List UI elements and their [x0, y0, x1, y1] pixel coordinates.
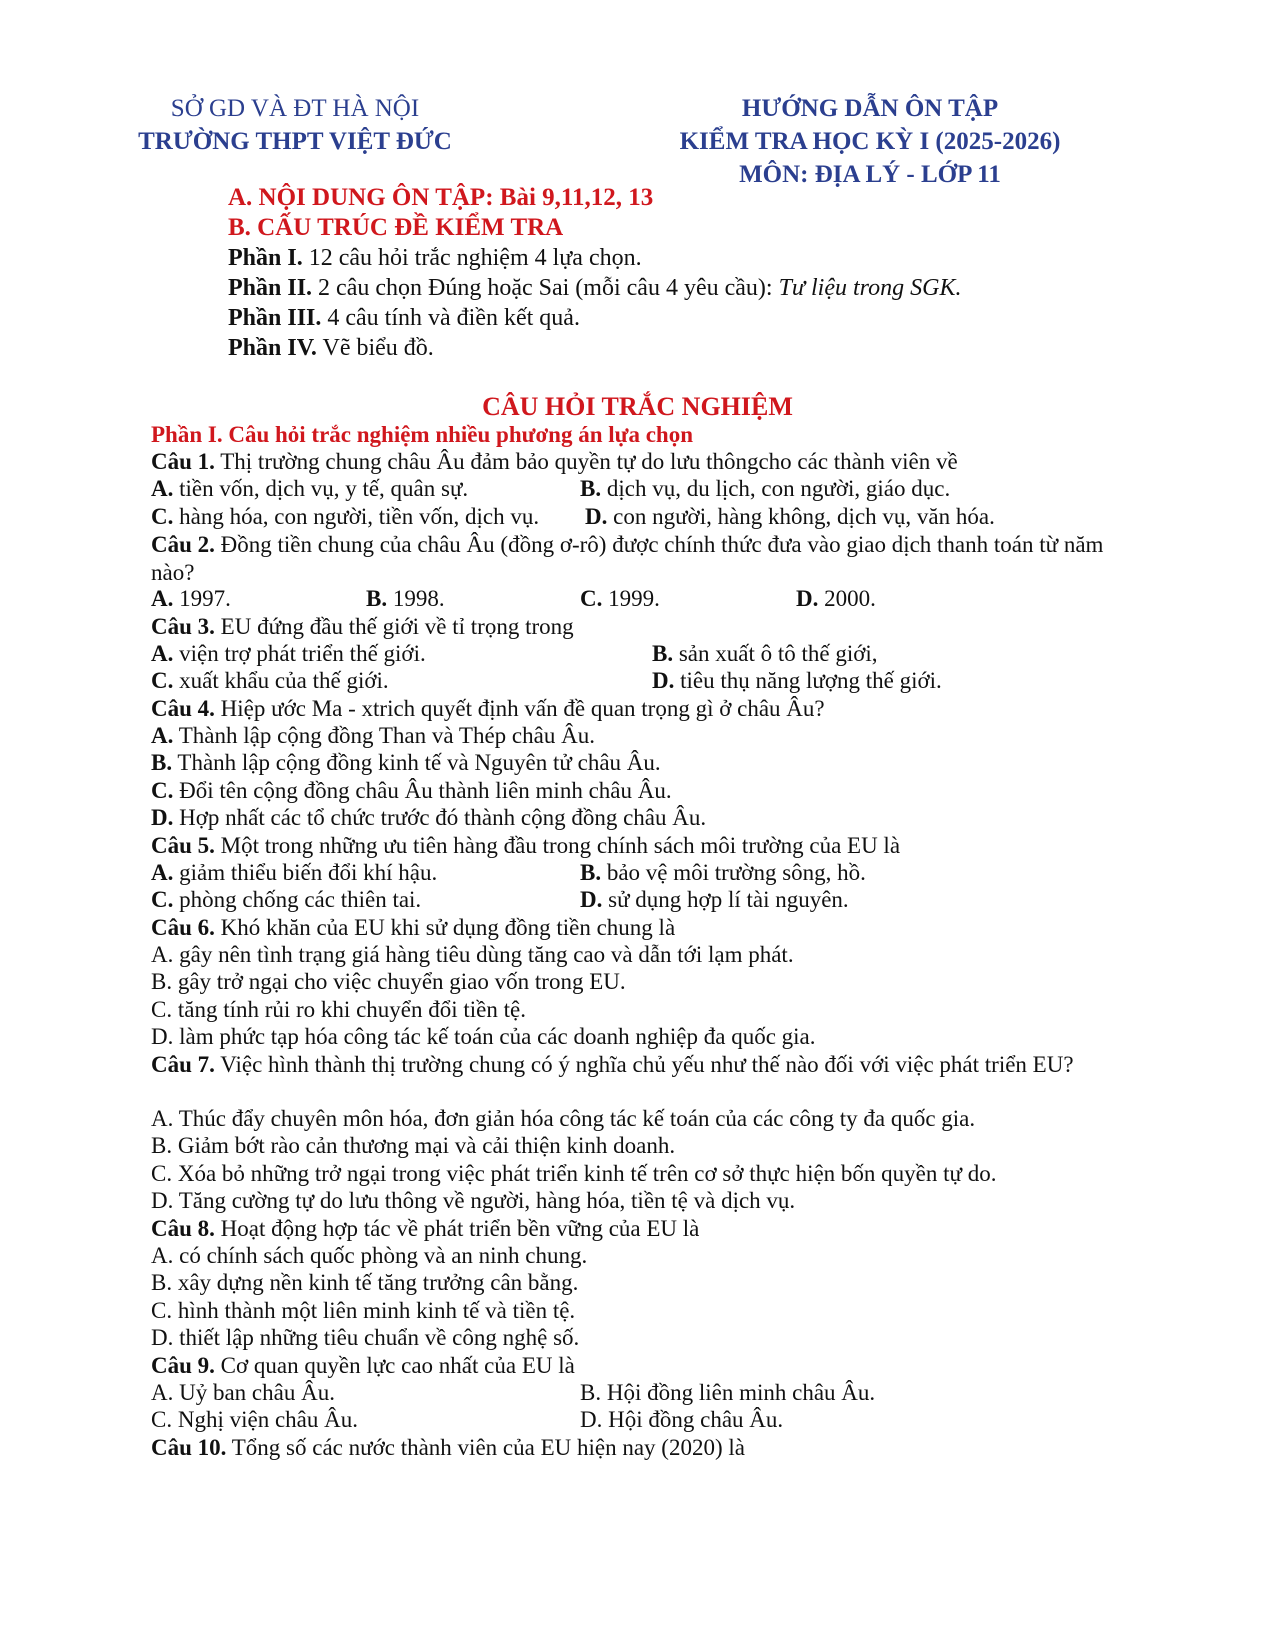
option-letter: D. — [652, 668, 675, 693]
option-text: hàng hóa, con người, tiền vốn, dịch vụ. — [173, 504, 540, 529]
option-d: D. làm phức tạp hóa công tác kế toán của các doanh nghiệp đa quốc gia. — [151, 1024, 816, 1049]
option-a: A. gây nên tình trạng giá hàng tiêu dùng tăng cao và dẫn tới lạm phát. — [151, 942, 794, 967]
option-c: C. Nghị viện châu Âu. — [151, 1407, 358, 1432]
option-text: dịch vụ, du lịch, con người, giáo dục. — [601, 476, 951, 501]
option-c — [151, 778, 672, 804]
option-letter: D. — [796, 586, 819, 611]
option-a: A. Thúc đẩy chuyên môn hóa, đơn giản hóa công tác kế toán của các công ty đa quốc gia. — [151, 1106, 976, 1131]
question-8 — [151, 1215, 1141, 1243]
option-c — [151, 504, 539, 530]
option-text: tiêu thụ năng lượng thế giới. — [674, 668, 942, 693]
option-letter: C. — [151, 668, 174, 693]
option-text: 2000. — [818, 586, 876, 611]
option-d — [652, 668, 942, 694]
question-label: Câu 4. — [151, 696, 215, 721]
question-label: Câu 7. — [151, 1052, 215, 1077]
option-d: D. thiết lập những tiêu chuẩn về công nghệ số. — [151, 1325, 580, 1350]
option-text: 1999. — [602, 586, 660, 611]
option-letter: B. — [151, 750, 173, 775]
question-10 — [151, 1434, 1141, 1462]
option-a: A. có chính sách quốc phòng và an ninh chung. — [151, 1243, 588, 1268]
option-c: C. Xóa bỏ những trở ngại trong việc phát triển kinh tế trên cơ sở thực hiện bốn quyền tự do. — [151, 1161, 997, 1186]
option-letter: C. — [151, 778, 174, 803]
option-letter: A. — [151, 860, 174, 885]
question-7 — [151, 1051, 1141, 1079]
option-letter: C. — [151, 887, 174, 912]
question-label: Câu 5. — [151, 833, 215, 858]
option-letter: D. — [151, 805, 174, 830]
question-text: EU đứng đầu thế giới về tỉ trọng trong — [214, 614, 574, 639]
option-a — [151, 476, 468, 502]
option-letter: B. — [366, 586, 388, 611]
part-note: Tư liệu trong SGK. — [778, 275, 962, 301]
option-text: Thành lập cộng đồng kinh tế và Nguyên tử châu Âu. — [172, 750, 661, 775]
option-c: C. tăng tính rủi ro khi chuyển đổi tiền tệ. — [151, 997, 526, 1022]
option-letter: A. — [151, 723, 174, 748]
option-c — [580, 586, 660, 612]
option-text: viện trợ phát triển thế giới. — [173, 641, 426, 666]
section-b-heading: B. CẤU TRÚC ĐỀ KIỂM TRA — [228, 214, 564, 241]
option-letter: D. — [585, 504, 608, 529]
subject-title: MÔN: ĐỊA LÝ - LỚP 11 — [739, 161, 1001, 188]
question-text: Việc hình thành thị trường chung có ý nghĩa chủ yếu như thế nào đối với việc phát triển EU? — [214, 1052, 1074, 1077]
structure-part-1 — [228, 245, 642, 272]
option-text: 1997. — [173, 586, 231, 611]
option-letter: B. — [652, 641, 674, 666]
question-2 — [151, 531, 1141, 587]
department-name: SỞ GD VÀ ĐT HÀ NỘI — [170, 95, 420, 122]
option-text: Thành lập cộng đồng Than và Thép châu Âu. — [173, 723, 595, 748]
part-text: 4 câu tính và điền kết quả. — [321, 305, 580, 331]
exam-title: KIỂM TRA HỌC KỲ I (2025-2026) — [679, 128, 1061, 155]
option-letter: C. — [151, 504, 174, 529]
option-text: sản xuất ô tô thế giới, — [673, 641, 878, 666]
option-b — [580, 476, 950, 502]
option-text: tiền vốn, dịch vụ, y tế, quân sự. — [173, 476, 469, 501]
question-1 — [151, 448, 1141, 476]
part-label: Phần II. — [228, 275, 313, 301]
part-label: Phần I. — [228, 245, 303, 271]
option-text: 1998. — [387, 586, 445, 611]
part1-title: Phần I. Câu hỏi trắc nghiệm nhiều phương án lựa chọn — [151, 422, 693, 447]
question-label: Câu 8. — [151, 1216, 215, 1241]
question-label: Câu 9. — [151, 1353, 215, 1378]
option-text: phòng chống các thiên tai. — [173, 887, 422, 912]
option-b: B. xây dựng nền kinh tế tăng trưởng cân bằng. — [151, 1270, 579, 1295]
option-a — [151, 586, 231, 612]
option-text: sử dụng hợp lí tài nguyên. — [602, 887, 849, 912]
question-text: Hoạt động hợp tác về phát triển bền vững của EU là — [214, 1216, 700, 1241]
question-3 — [151, 613, 1141, 641]
option-d — [796, 586, 876, 612]
part-text: Vẽ biểu đồ. — [316, 335, 434, 361]
option-letter: A. — [151, 641, 174, 666]
part-label: Phần III. — [228, 305, 322, 331]
option-text: xuất khẩu của thế giới. — [173, 668, 389, 693]
option-a — [151, 723, 595, 749]
option-text: bảo vệ môi trường sông, hồ. — [601, 860, 866, 885]
option-b — [366, 586, 445, 612]
exam-header — [640, 92, 1100, 191]
option-b: B. Hội đồng liên minh châu Âu. — [580, 1380, 876, 1405]
option-text: Hợp nhất các tổ chức trước đó thành cộng đồng châu Âu. — [173, 805, 707, 830]
part-text: 12 câu hỏi trắc nghiệm 4 lựa chọn. — [302, 245, 642, 271]
option-d — [580, 887, 849, 913]
option-d — [585, 504, 995, 530]
question-6 — [151, 914, 1141, 942]
question-5 — [151, 832, 1141, 860]
option-b — [151, 750, 661, 776]
question-label: Câu 2. — [151, 532, 215, 557]
question-label: Câu 6. — [151, 915, 215, 940]
question-label: Câu 1. — [151, 449, 215, 474]
question-label: Câu 3. — [151, 614, 215, 639]
option-c — [151, 668, 389, 694]
question-9 — [151, 1352, 1141, 1380]
option-text: Đổi tên cộng đồng châu Âu thành liên minh châu Âu. — [173, 778, 672, 803]
option-letter: D. — [580, 887, 603, 912]
section-a-heading: A. NỘI DUNG ÔN TẬP: Bài 9,11,12, 13 — [228, 184, 654, 211]
option-d: D. Hội đồng châu Âu. — [580, 1407, 784, 1432]
question-text: Đồng tiền chung của châu Âu (đồng ơ-rô) được chính thức đưa vào giao dịch thanh toán từ năm nào? — [151, 532, 1104, 585]
part-label: Phần IV. — [228, 335, 317, 361]
structure-part-2 — [228, 275, 961, 302]
option-d: D. Tăng cường tự do lưu thông về người, hàng hóa, tiền tệ và dịch vụ. — [151, 1188, 796, 1213]
guide-title: HƯỚNG DẪN ÔN TẬP — [741, 95, 999, 122]
option-b: B. gây trở ngại cho việc chuyển giao vốn trong EU. — [151, 969, 626, 994]
option-a — [151, 641, 426, 667]
option-letter: B. — [580, 476, 602, 501]
part-text: 2 câu chọn Đúng hoặc Sai (mỗi câu 4 yêu cầu): — [312, 275, 779, 301]
question-4 — [151, 695, 1141, 723]
option-letter: A. — [151, 586, 174, 611]
structure-part-3 — [228, 305, 580, 332]
structure-part-4 — [228, 335, 434, 362]
school-name: TRƯỜNG THPT VIỆT ĐỨC — [138, 128, 452, 155]
option-d — [151, 805, 706, 831]
question-text: Tổng số các nước thành viên của EU hiện nay (2020) là — [226, 1435, 745, 1460]
question-text: Cơ quan quyền lực cao nhất của EU là — [214, 1353, 575, 1378]
question-label: Câu 10. — [151, 1435, 227, 1460]
option-a — [151, 860, 437, 886]
school-header — [100, 92, 490, 158]
option-c: C. hình thành một liên minh kinh tế và tiền tệ. — [151, 1298, 576, 1323]
question-text: Một trong những ưu tiên hàng đầu trong chính sách môi trường của EU là — [214, 833, 901, 858]
option-c — [151, 887, 421, 913]
option-letter: B. — [580, 860, 602, 885]
option-text: giảm thiểu biến đổi khí hậu. — [173, 860, 438, 885]
option-b: B. Giảm bớt rào cản thương mại và cải thiện kinh doanh. — [151, 1133, 676, 1158]
question-text: Thị trường chung châu Âu đảm bảo quyền tự do lưu thôngcho các thành viên về — [214, 449, 958, 474]
question-text: Hiệp ước Ma - xtrich quyết định vấn đề quan trọng gì ở châu Âu? — [214, 696, 825, 721]
option-letter: A. — [151, 476, 174, 501]
option-text: con người, hàng không, dịch vụ, văn hóa. — [607, 504, 995, 529]
option-b — [652, 641, 878, 667]
option-a: A. Uỷ ban châu Âu. — [151, 1380, 335, 1405]
option-letter: C. — [580, 586, 603, 611]
quiz-title: CÂU HỎI TRẮC NGHIỆM — [482, 392, 793, 421]
question-text: Khó khăn của EU khi sử dụng đồng tiền chung là — [214, 915, 676, 940]
option-b — [580, 860, 866, 886]
